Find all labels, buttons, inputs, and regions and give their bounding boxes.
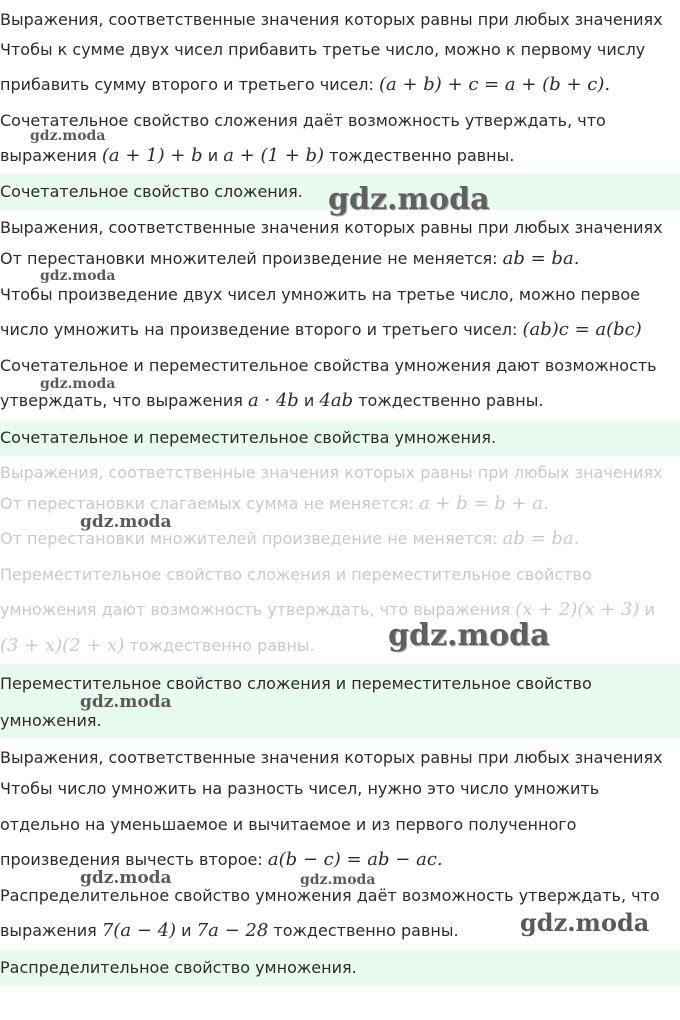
rule-text: отдельно на уменьшаемое и вычитаемое и из первого полученного xyxy=(0,815,577,834)
claim-text: выражения 7(a − 4) и 7a − 28 тождественно равны. xyxy=(0,920,459,941)
rule-text: От перестановки множителей произведение не меняется: ab = ba. xyxy=(0,528,580,549)
claim-text: Сочетательное и переместительное свойства умножения дают возможность xyxy=(0,356,657,375)
claim-text: утверждать, что выражения a · 4b и 4ab тождественно равны. xyxy=(0,390,544,411)
claim-text: (3 + x)(2 + x) тождественно равны. xyxy=(0,635,315,656)
watermark-logo: gdz.moda xyxy=(80,512,172,532)
claim-text: выражения (a + 1) + b и a + (1 + b) тождественно равны. xyxy=(0,145,515,166)
rule-text: Чтобы произведение двух чисел умножить на третье число, можно первое xyxy=(0,285,641,304)
rule-text: прибавить сумму второго и третьего чисел: (a + b) + c = a + (b + c). xyxy=(0,74,611,95)
formula: (ab)c = a(bc) xyxy=(522,319,642,340)
watermark-logo: gdz.moda xyxy=(328,182,490,217)
answer-text: Распределительное свойство умножения. xyxy=(0,958,357,977)
formula: ab = ba. xyxy=(502,528,580,549)
rule-text: произведения вычесть второе: a(b − c) = ab − ac. xyxy=(0,849,443,870)
answer-text: Сочетательное и переместительное свойства умножения. xyxy=(0,428,497,447)
formula: a(b − c) = ab − ac. xyxy=(267,849,443,870)
watermark-logo: gdz.moda xyxy=(80,868,172,888)
definition-text: Выражения, соответственные значения которых равны при любых значениях xyxy=(0,463,663,482)
answer-text: Переместительное свойство сложения и переместительное свойство xyxy=(0,674,592,693)
watermark-logo: gdz.moda xyxy=(40,376,116,392)
definition-text: Выражения, соответственные значения которых равны при любых значениях xyxy=(0,218,663,237)
expression: a · 4b xyxy=(247,390,299,411)
formula: ab = ba. xyxy=(502,248,580,269)
rule-text: число умножить на произведение второго и третьего чисел: (ab)c = a(bc) xyxy=(0,319,642,340)
watermark-logo: gdz.moda xyxy=(388,618,550,653)
rule-text: Чтобы число умножить на разность чисел, нужно это число умножить xyxy=(0,779,600,798)
rule-text: Чтобы к сумме двух чисел прибавить третье число, можно к первому числу xyxy=(0,40,646,59)
definition-text: Выражения, соответственные значения которых равны при любых значениях xyxy=(0,748,663,767)
expression: 7(a − 4) xyxy=(101,920,177,941)
expression: a + (1 + b) xyxy=(223,145,325,166)
rule-text: От перестановки множителей произведение не меняется: ab = ba. xyxy=(0,248,580,269)
answer-text: Сочетательное свойство сложения. xyxy=(0,182,303,201)
formula: (a + b) + c = a + (b + c). xyxy=(378,74,611,95)
watermark-logo: gdz.moda xyxy=(40,268,116,284)
rule-text: От перестановки слагаемых сумма не меняется: a + b = b + a. xyxy=(0,493,549,514)
watermark-logo: gdz.moda xyxy=(520,908,650,937)
answer-text: умножения. xyxy=(0,711,102,730)
definition-text: Выражения, соответственные значения которых равны при любых значениях xyxy=(0,10,663,29)
watermark-logo: gdz.moda xyxy=(30,128,106,144)
expression: 4ab xyxy=(319,390,354,411)
claim-text: Распределительное свойство умножения даёт возможность утверждать, что xyxy=(0,886,660,905)
watermark-logo: gdz.moda xyxy=(300,872,376,888)
expression: (a + 1) + b xyxy=(101,145,203,166)
claim-text: Сочетательное свойство сложения даёт возможность утверждать, что xyxy=(0,111,606,130)
formula: a + b = b + a. xyxy=(418,493,549,514)
claim-text: Переместительное свойство сложения и переместительное свойство xyxy=(0,565,592,584)
expression: (3 + x)(2 + x) xyxy=(0,635,125,656)
claim-text: умножения дают возможность утверждать, что выражения (x + 2)(x + 3) и xyxy=(0,599,656,620)
expression: 7a − 28 xyxy=(196,920,269,941)
watermark-logo: gdz.moda xyxy=(80,692,172,712)
expression: (x + 2)(x + 3) xyxy=(515,599,640,620)
